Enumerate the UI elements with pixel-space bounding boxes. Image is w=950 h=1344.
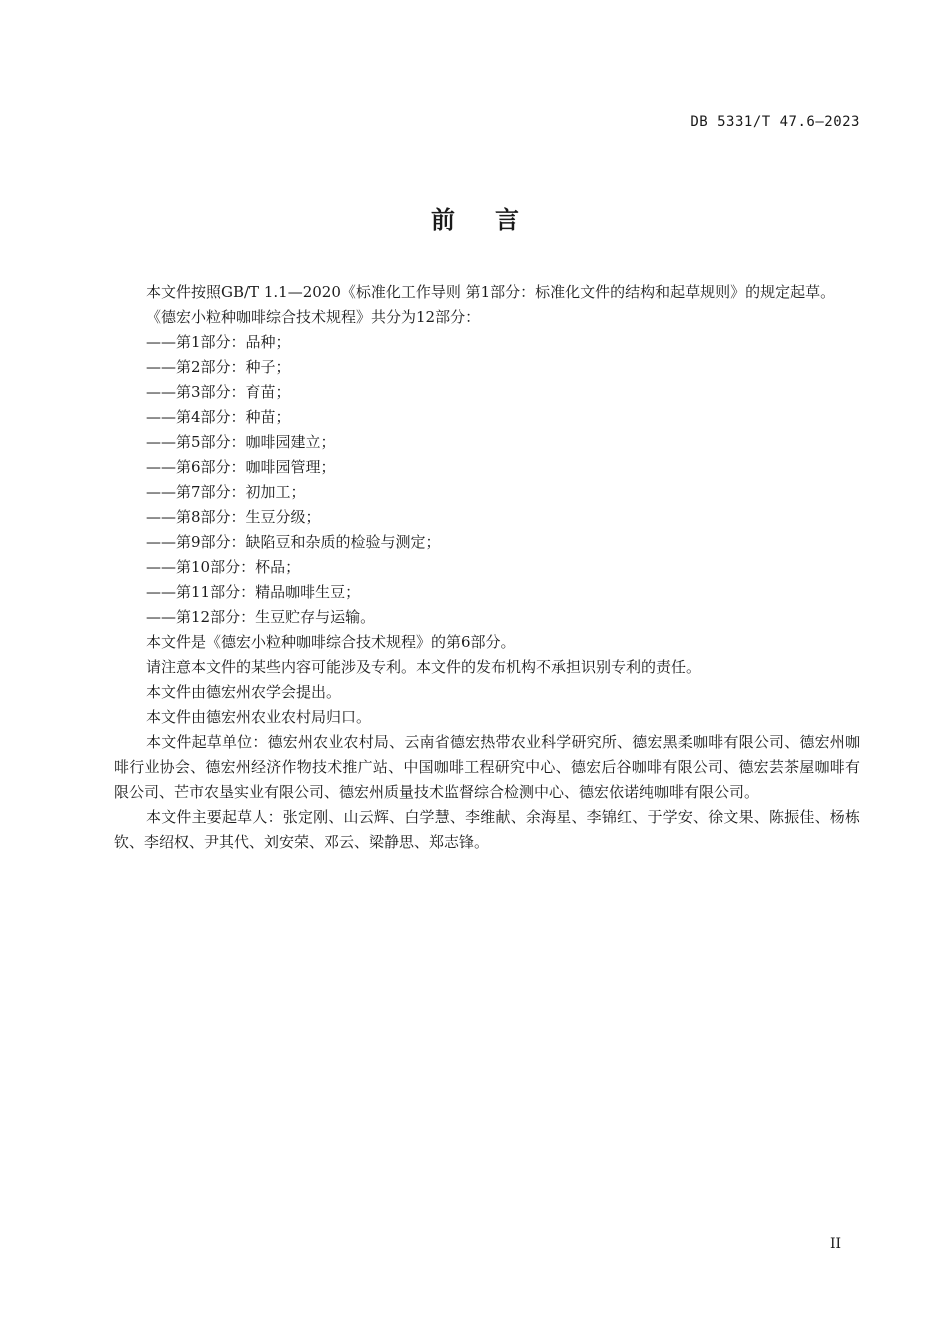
foreword-body [114, 280, 860, 855]
paragraph-drafting-basis: 本文件按照GB/T 1.1—2020《标准化工作导则 第1部分：标准化文件的结构和起草规则》的规定起草。 [146, 283, 836, 301]
paragraph-patent-notice: 请注意本文件的某些内容可能涉及专利。本文件的发布机构不承担识别专利的责任。 [146, 658, 702, 676]
paragraph-drafting-units: 本文件起草单位：德宏州农业农村局、云南省德宏热带农业科学研究所、德宏黑柔咖啡有限公司、德宏州咖啡行业协会、德宏州经济作物技术推广站、中国咖啡工程研究中心、德宏后谷咖啡有限公司、德宏芸茶屋咖啡有限公司、芒市农垦实业有限公司、德宏州质量技术监督综合检测中心、德宏依诺纯咖啡有限公司。 [114, 733, 860, 801]
paragraph-part-of: 本文件是《德宏小粒种咖啡综合技术规程》的第6部分。 [146, 633, 516, 651]
parts-list [114, 330, 860, 630]
document-code: DB 5331/T 47.6—2023 [690, 114, 860, 130]
list-item: ——第9部分：缺陷豆和杂质的检验与测定； [146, 533, 441, 551]
list-item: ——第8部分：生豆分级； [146, 508, 321, 526]
page-number: II [829, 1236, 841, 1252]
paragraph-drafters: 本文件主要起草人：张定刚、山云辉、白学慧、李维献、余海星、李锦红、于学安、徐文果、陈振佳、杨栋钦、李绍权、尹其代、刘安荣、邓云、梁静思、郑志锋。 [114, 808, 860, 851]
list-item: ——第1部分：品种； [146, 333, 291, 351]
list-item: ——第3部分：育苗； [146, 383, 291, 401]
list-item: ——第7部分：初加工； [146, 483, 306, 501]
list-item: ——第5部分：咖啡园建立； [146, 433, 336, 451]
page-title: 前言 [431, 206, 559, 234]
paragraph-proposed-by: 本文件由德宏州农学会提出。 [146, 683, 342, 701]
list-item: ——第12部分：生豆贮存与运输。 [146, 608, 376, 626]
list-item: ——第11部分：精品咖啡生豆； [146, 583, 361, 601]
list-item: ——第10部分：杯品； [146, 558, 301, 576]
paragraph-parts-intro: 《德宏小粒种咖啡综合技术规程》共分为12部分： [146, 308, 481, 326]
list-item: ——第6部分：咖啡园管理； [146, 458, 336, 476]
list-item: ——第2部分：种子； [146, 358, 291, 376]
paragraph-centralized-by: 本文件由德宏州农业农村局归口。 [146, 708, 372, 726]
list-item: ——第4部分：种苗； [146, 408, 291, 426]
